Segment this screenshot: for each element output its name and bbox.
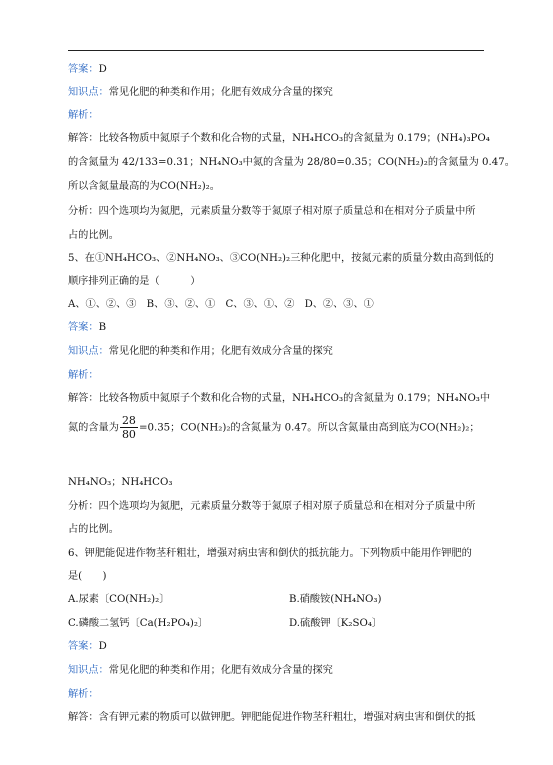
q6-option-b: B.硝酸铵(NH₄NO₃) (289, 594, 382, 605)
q4-fenxi-line: 分析：四个选项均为氮肥，元素质量分数等于氮原子相对原子质量总和在相对分子质量中所 (68, 206, 476, 217)
q4-analysis-label: 解析： (68, 110, 99, 121)
q6-analysis-label: 解析： (68, 689, 99, 700)
q6-option-c: C.磷酸二氢钙〔Ca(H₂PO₄)₂〕 (68, 618, 209, 629)
q6-stem-line: 6、钾肥能促进作物茎秆粗壮，增强对病虫害和倒伏的抵抗能力。下列物质中能用作钾肥的 (68, 548, 472, 559)
q5-stem-line: 顺序排列正确的是（ ） (68, 276, 201, 287)
q4-solution-line: 的含氮量为 42/133=0.31；NH₄NO₃中氮的含量为 28/80=0.35；CO(NH₂)₂的含氮量为 0.47。 (68, 157, 515, 168)
fraction: $\frac{28}{80}$ (121, 414, 136, 441)
q5-solution-line-fraction: 氮的含量为 $\frac{28}{80}$ =0.35；CO(NH₂)₂的含氮量为 0.47。所以含氮量由高到底为CO(NH₂)₂； (68, 414, 480, 441)
q5-solution-line: 解答：比较各物质中氮原子个数和化合物的式量，NH₄HCO₃的含氮量为 0.179；NH₄NO₃中 (68, 393, 491, 404)
q6-solution-line: 解答：含有钾元素的物质可以做钾肥。钾肥能促进作物茎秆粗壮，增强对病虫害和倒伏的抵 (68, 712, 476, 723)
q4-answer: 答案：D (68, 64, 107, 75)
q5-answer: 答案：B (68, 322, 107, 333)
q5-fenxi-line: 分析：四个选项均为氮肥，元素质量分数等于氮原子相对原子质量总和在相对分子质量中所 (68, 501, 476, 512)
q6-option-d: D.硫酸钾〔K₂SO₄〕 (289, 618, 383, 629)
q5-stem-line: 5、在①NH₄HCO₃、②NH₄NO₃、③CO(NH₂)₂三种化肥中，按氮元素的质量分数由高到低的 (68, 253, 494, 264)
header-rule (68, 50, 484, 51)
q6-knowledge-point: 知识点：常见化肥的种类和作用；化肥有效成分含量的探究 (68, 665, 333, 676)
q4-solution-line: 解答：比较各物质中氮原子个数和化合物的式量，NH₄HCO₃的含氮量为 0.179；(NH₄)₃PO₄ (68, 133, 490, 144)
q6-answer: 答案：D (68, 641, 107, 652)
q6-stem-line: 是( ) (68, 571, 107, 582)
q5-knowledge-point: 知识点：常见化肥的种类和作用；化肥有效成分含量的探究 (68, 346, 333, 357)
q5-options: A、①、②、③ B、③、②、① C、③、①、② D、②、③、① (68, 299, 374, 310)
q4-solution-line: 所以含氮量最高的为CO(NH₂)₂。 (68, 181, 220, 192)
q4-knowledge-point: 知识点：常见化肥的种类和作用；化肥有效成分含量的探究 (68, 87, 333, 98)
q6-option-a: A.尿素〔CO(NH₂)₂〕 (68, 594, 170, 605)
q4-fenxi-line: 占的比例。 (68, 230, 119, 241)
q5-fenxi-line: 占的比例。 (68, 524, 119, 535)
q5-analysis-label: 解析： (68, 370, 99, 381)
q5-solution-line: NH₄NO₃；NH₄HCO₃ (68, 477, 173, 488)
